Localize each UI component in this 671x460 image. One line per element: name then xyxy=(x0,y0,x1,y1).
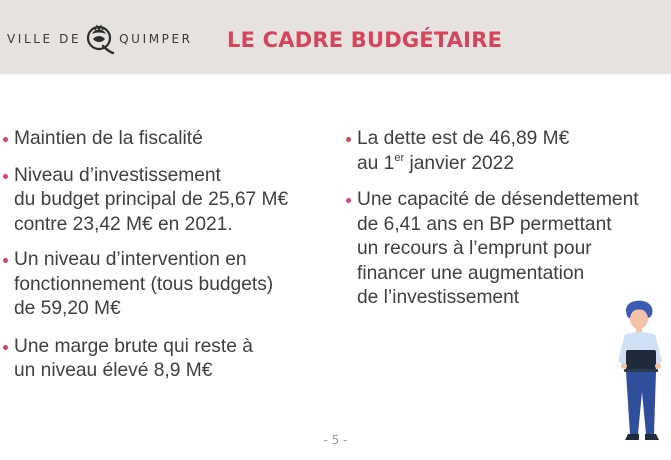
bullet-line: Une capacité de désendettement xyxy=(357,189,639,210)
bullet-line: Une marge brute qui reste à xyxy=(14,335,253,357)
ordinal-superscript: er xyxy=(394,151,405,164)
page-number: - 5 - xyxy=(323,433,348,447)
bullet-line: financer une augmentation xyxy=(357,262,585,284)
bullet-line: contre 23,42 M€ en 2021. xyxy=(14,213,233,235)
date-suffix: janvier 2022 xyxy=(404,152,515,174)
bullet-marge-brute xyxy=(2,335,332,384)
right-column xyxy=(345,127,671,311)
left-column xyxy=(2,127,332,384)
city-logo xyxy=(7,22,193,56)
bullet-line: un recours à l’emprunt pour xyxy=(357,238,592,259)
logo-text-ville-de: VILLE DE xyxy=(7,32,82,46)
bullet-line: de 6,41 ans en BP permettant xyxy=(357,213,612,235)
bullet-line: du budget principal de 25,67 M€ xyxy=(14,189,289,210)
header-band xyxy=(0,0,671,74)
bullet-line: La dette est de 46,89 M€ xyxy=(357,128,570,149)
bullet-line-date xyxy=(357,152,671,177)
date-prefix: au 1 xyxy=(357,152,395,174)
bullet-line: Un niveau d’intervention en xyxy=(14,249,247,270)
bullet-line: fonctionnement (tous budgets) xyxy=(14,273,274,295)
page-title: LE CADRE BUDGÉTAIRE xyxy=(227,28,503,52)
bullet-line: Maintien de la fiscalité xyxy=(14,128,203,149)
city-emblem-icon xyxy=(83,22,115,56)
logo-text-quimper: QUIMPER xyxy=(119,32,193,46)
bullet-desendettement xyxy=(345,188,671,311)
bullet-fonctionnement xyxy=(2,248,332,322)
bullet-dette xyxy=(345,127,671,176)
bullet-line: un niveau élevé 8,9 M€ xyxy=(14,360,213,381)
bullet-investissement xyxy=(2,164,332,238)
bullet-fiscalite xyxy=(2,127,332,152)
person-with-laptop-illustration xyxy=(612,296,671,446)
bullet-line: Niveau d’investissement xyxy=(14,164,221,186)
bullet-line: de l’investissement xyxy=(357,287,520,308)
bullet-line: de 59,20 M€ xyxy=(14,298,121,319)
